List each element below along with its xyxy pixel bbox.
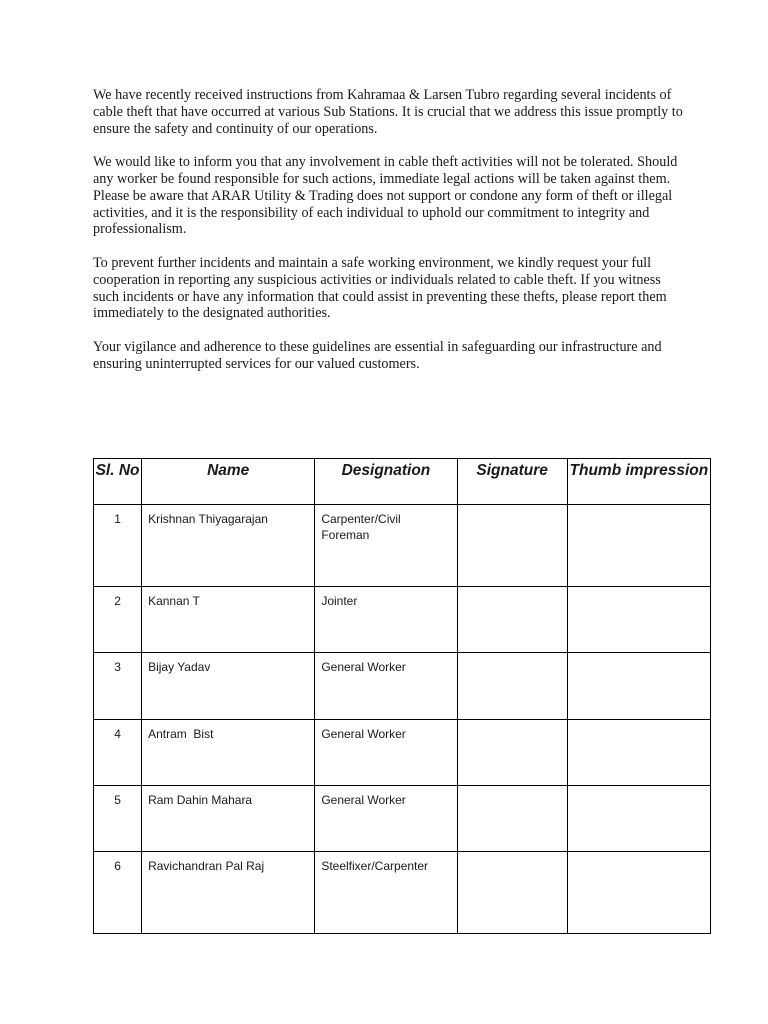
paragraph-warning: We would like to inform you that any involvement in cable theft activities will not be tolerated. Should any worker be found responsible for such actions, immediate legal actions will be taken against them. Please be aware that ARAR Utility & Trading does not support or condone any form of theft or illegal activities, and it is the responsibility of each individual to uphold our commitment to integrity and professionalism. [93,154,678,238]
cell-designation: Jointer [315,587,457,653]
table-row [94,587,711,653]
cell-name: Kannan T [142,587,315,653]
cell-designation: General Worker [315,720,457,786]
table-row [94,505,711,587]
cell-sl: 6 [94,852,142,934]
table-row [94,653,711,720]
table-row [94,786,711,852]
cell-thumb-impression [567,720,710,786]
paragraph-reporting: To prevent further incidents and maintain a safe working environment, we kindly request your full cooperation in reporting any suspicious activities or individuals related to cable theft. If you witness such incidents or have any information that could assist in preventing these thefts, please report them immediately to the designated authorities. [93,254,667,322]
cell-signature [457,786,567,852]
cell-designation: General Worker [315,786,457,852]
cell-sl: 5 [94,786,142,852]
header-signature: Signature [457,459,567,505]
header-sl-no: Sl. No [94,459,142,505]
header-name: Name [142,459,315,505]
paragraph-closing: Your vigilance and adherence to these guidelines are essential in safeguarding our infrastructure and ensuring uninterrupted services for our valued customers. [93,338,662,372]
cell-signature [457,852,567,934]
paragraph-instructions: We have recently received instructions from Kahramaa & Larsen Tubro regarding several incidents of cable theft that have occurred at various Sub Stations. It is crucial that we address this issue promptly to ensure the safety and continuity of our operations. [93,87,683,137]
cell-thumb-impression [567,653,710,720]
table-row [94,720,711,786]
cell-signature [457,505,567,587]
cell-name: Ravichandran Pal Raj [142,852,315,934]
cell-designation: Carpenter/Civil Foreman [315,505,457,587]
cell-name: Ram Dahin Mahara [142,786,315,852]
cell-thumb-impression [567,852,710,934]
cell-signature [457,653,567,720]
cell-thumb-impression [567,587,710,653]
cell-thumb-impression [567,505,710,587]
cell-name: Bijay Yadav [142,653,315,720]
cell-sl: 3 [94,653,142,720]
cell-signature [457,720,567,786]
cell-sl: 4 [94,720,142,786]
cell-designation: Steelfixer/Carpenter [315,852,457,934]
cell-sl: 2 [94,587,142,653]
cell-sl: 1 [94,505,142,587]
table-header-row [94,459,711,505]
notice-body [93,87,683,389]
cell-thumb-impression [567,786,710,852]
cell-name: Krishnan Thiyagarajan [142,505,315,587]
table-row [94,852,711,934]
header-thumb-impression: Thumb impression [567,459,710,505]
cell-name: Antram Bist [142,720,315,786]
cell-signature [457,587,567,653]
cell-designation: General Worker [315,653,457,720]
acknowledgement-table [93,458,711,934]
header-designation: Designation [315,459,457,505]
